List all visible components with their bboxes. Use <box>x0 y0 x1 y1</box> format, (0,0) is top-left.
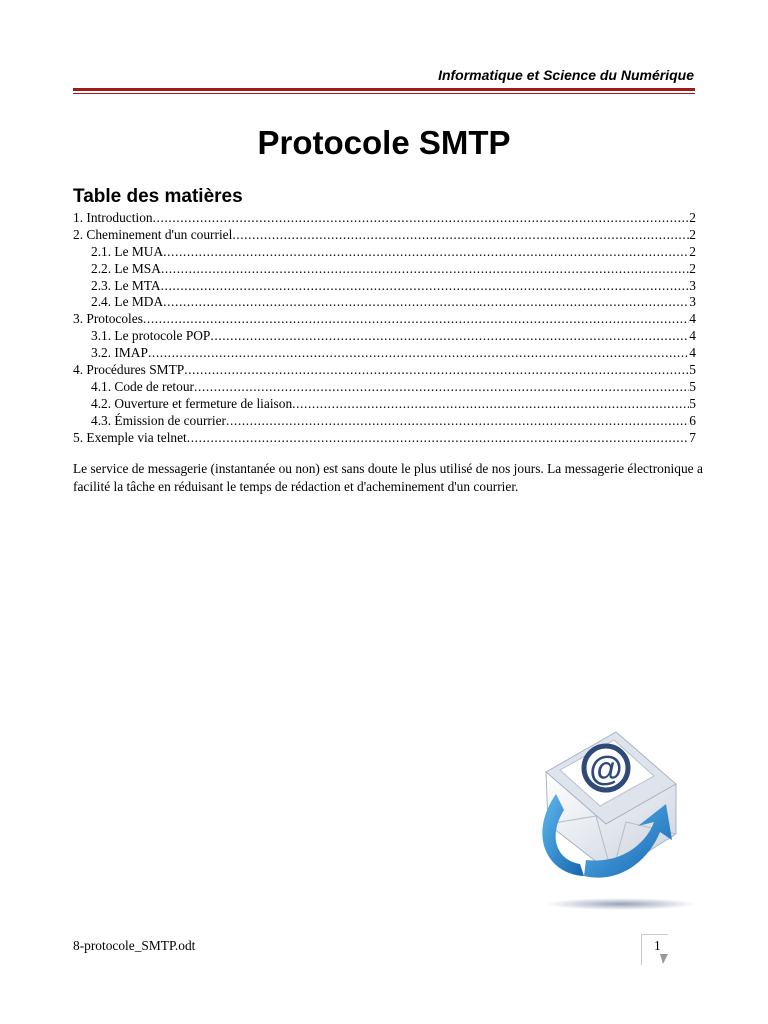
toc-dot-leader <box>232 227 689 244</box>
footer-filename: 8-protocole_SMTP.odt <box>73 938 196 953</box>
toc-dot-leader <box>161 261 689 278</box>
toc-entry-label: 3.1. Le protocole POP <box>91 328 211 344</box>
toc-entry[interactable] <box>73 345 696 362</box>
toc-dot-leader <box>184 362 689 379</box>
toc-entry-page: 5 <box>689 395 696 411</box>
toc-entry-label: 4.3. Émission de courrier <box>91 412 226 428</box>
toc-entry-page: 2 <box>689 243 696 259</box>
intro-paragraph: Le service de messagerie (instantanée ou non) est sans doute le plus utilisé de nos jours. La messagerie électronique a facilité la tâche en réduisant le temps de rédaction et d'acheminement d'un courrier. <box>73 461 703 494</box>
toc-dot-leader <box>226 413 689 430</box>
toc-dot-leader <box>163 294 689 311</box>
toc-entry[interactable] <box>73 379 696 396</box>
toc-entry-page: 4 <box>689 311 696 327</box>
at-symbol: @ <box>589 750 623 788</box>
toc-entry-label: 2.3. Le MTA <box>91 277 161 293</box>
toc-entry-label: 5. Exemple via telnet <box>73 429 187 445</box>
toc-entry[interactable] <box>73 210 696 227</box>
toc-entry-label: 2.1. Le MUA <box>91 243 164 259</box>
toc-dot-leader <box>161 278 690 295</box>
toc-entry[interactable] <box>73 362 696 379</box>
toc-entry-page: 2 <box>689 260 696 276</box>
toc-entry-label: 2.4. Le MDA <box>91 294 164 310</box>
page-number: 1 <box>654 938 661 953</box>
toc-dot-leader <box>153 210 690 227</box>
toc-entry-label: 2. Cheminement d'un courriel <box>73 226 233 242</box>
toc-entry[interactable] <box>73 244 696 261</box>
toc-entry-label: 2.2. Le MSA <box>91 260 161 276</box>
toc-entry-label: 4. Procédures SMTP <box>73 362 185 378</box>
header-rule-thick <box>73 88 695 91</box>
toc-entry-label: 4.1. Code de retour <box>91 378 195 394</box>
page-header-text: Informatique et Science du Numérique <box>438 67 694 83</box>
toc-entry-page: 5 <box>689 362 696 378</box>
toc-entry[interactable] <box>73 328 696 345</box>
table-of-contents <box>73 210 696 446</box>
toc-entry[interactable] <box>73 311 696 328</box>
email-envelope-icon <box>526 724 696 914</box>
header-rule-thin <box>73 93 695 94</box>
toc-entry-page: 3 <box>689 294 696 310</box>
toc-entry-page: 2 <box>689 226 696 242</box>
toc-entry[interactable] <box>73 294 696 311</box>
page-curl-icon <box>660 954 668 964</box>
toc-dot-leader <box>143 311 689 328</box>
document-title: Protocole SMTP <box>257 124 511 161</box>
toc-entry-page: 3 <box>689 277 696 293</box>
toc-entry[interactable] <box>73 413 696 430</box>
toc-entry-page: 2 <box>689 210 696 225</box>
toc-dot-leader <box>187 430 690 447</box>
toc-entry-label: 4.2. Ouverture et fermeture de liaison <box>91 395 293 411</box>
toc-entry[interactable] <box>73 261 696 278</box>
toc-dot-leader <box>163 244 689 261</box>
toc-entry-page: 6 <box>689 412 696 428</box>
toc-entry-page: 7 <box>689 429 696 445</box>
toc-entry-page: 4 <box>689 345 696 361</box>
toc-dot-leader <box>194 379 689 396</box>
toc-heading: Table des matières <box>73 186 243 207</box>
toc-entry-label: 3.2. IMAP <box>91 345 148 361</box>
toc-entry[interactable] <box>73 396 696 413</box>
toc-dot-leader <box>148 345 689 362</box>
toc-entry[interactable] <box>73 278 696 295</box>
toc-dot-leader <box>210 328 689 345</box>
toc-entry-label: 3. Protocoles <box>73 311 143 327</box>
toc-entry[interactable] <box>73 430 696 447</box>
toc-entry-label: 1. Introduction <box>73 210 153 225</box>
toc-entry[interactable] <box>73 227 696 244</box>
toc-entry-page: 4 <box>689 328 696 344</box>
toc-entry-page: 5 <box>689 378 696 394</box>
toc-dot-leader <box>292 396 689 413</box>
